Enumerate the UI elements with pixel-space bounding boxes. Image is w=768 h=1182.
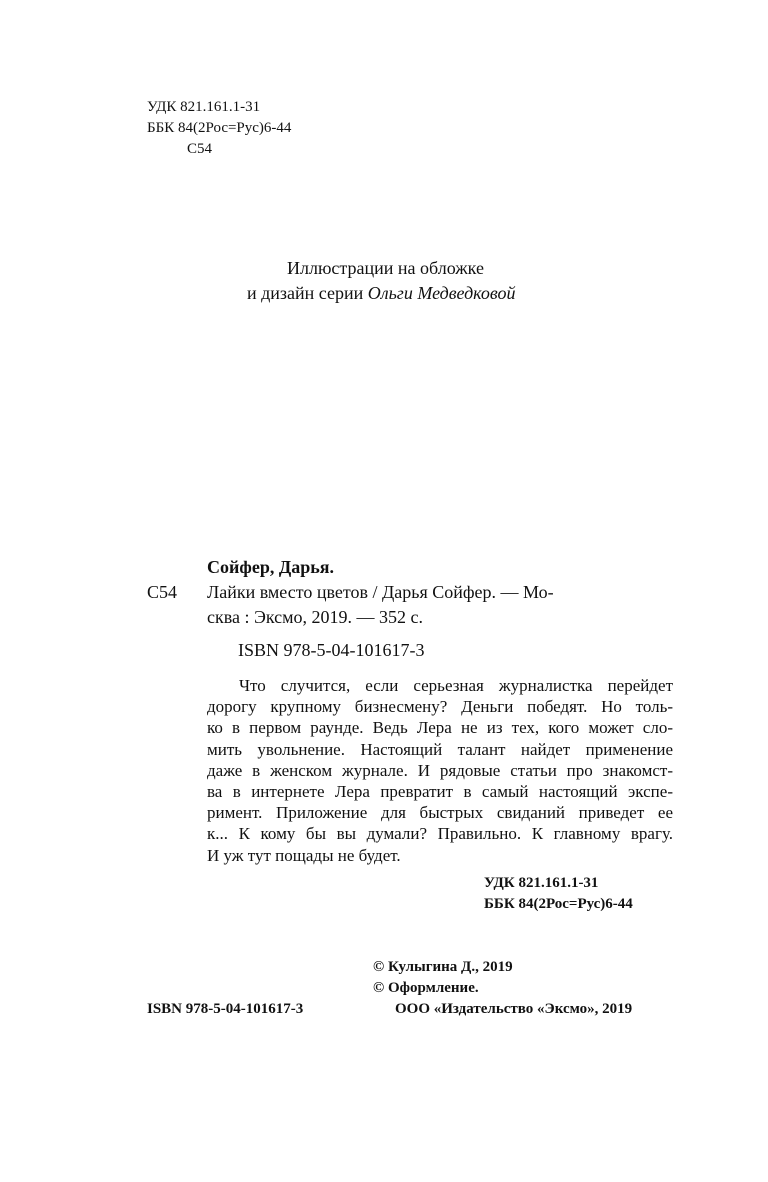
record-title-line1: Лайки вместо цветов / Дарья Сойфер. — Мо- [207,582,554,602]
annotation-line: Что случится, если серьезная журналистка перейдет [239,676,673,695]
annotation-line: ва в интернете Лера превратит в самый настоящий экспе- [207,782,673,802]
illustration-credit-line1: Иллюстрации на обложке [287,258,484,278]
annotation-line: мить увольнение. Настоящий талант найдет применение [207,739,673,759]
annotation-line: римент. Приложение для быстрых свиданий приведет ее [207,803,673,823]
annotation-line: к... К кому бы вы думали? Правильно. К главному врагу. [207,824,673,844]
annotation-line: И уж тут пощады не будет. [207,845,401,865]
record-isbn: ISBN 978-5-04-101617-3 [238,640,425,660]
bbk-code-bold: ББК 84(2Рос=Рус)6-44 [484,896,633,912]
udk-code: УДК 821.161.1-31 [147,99,261,115]
record-author: Сойфер, Дарья. [207,557,334,577]
illustration-credit-line2 [247,281,515,305]
author-mark: С54 [187,141,213,157]
annotation [207,675,673,866]
copyright-design-label: © Оформление. [373,980,479,996]
record-author-mark: С54 [147,582,178,602]
illustrator-name: Ольги Медведковой [367,283,516,303]
copyright-author: © Кулыгина Д., 2019 [373,959,513,975]
copyright-publisher: ООО «Издательство «Эксмо», 2019 [395,1001,633,1017]
record-title-line2: сква : Эксмо, 2019. — 352 с. [207,607,424,627]
udk-code-bold: УДК 821.161.1-31 [484,875,599,891]
isbn-bold: ISBN 978-5-04-101617-3 [147,1001,304,1017]
annotation-line: ко в первом раунде. Ведь Лера не из тех, кого может сло- [207,718,673,738]
annotation-line: дорогу крупному бизнесмену? Деньги победят. Но толь- [207,697,673,717]
annotation-line: даже в женском журнале. И рядовые статьи про знакомст- [207,760,673,780]
illustration-credit-prefix: и дизайн серии [247,283,368,303]
bbk-code: ББК 84(2Рос=Рус)6-44 [147,120,292,136]
